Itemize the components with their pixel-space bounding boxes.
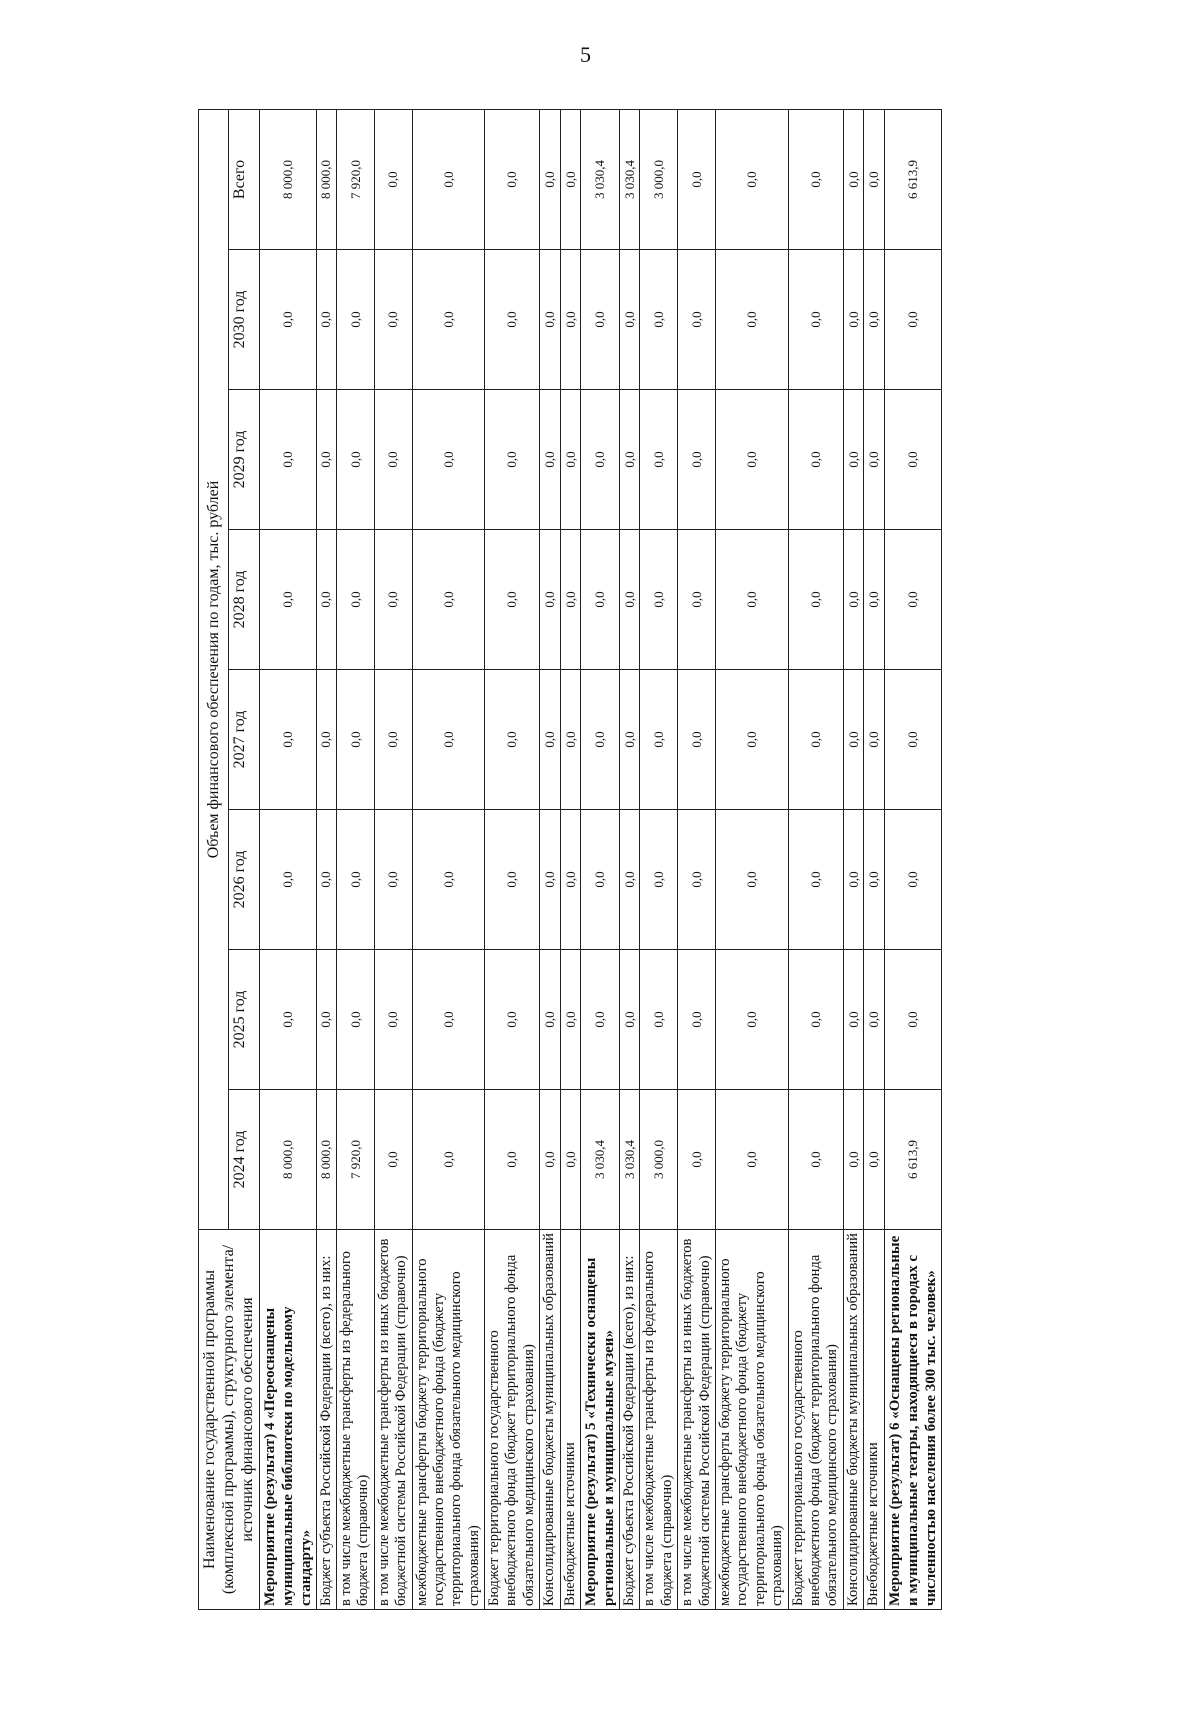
source-name-cell: Бюджет территориального государственного внебюджетного фонда (бюджет территориального фонда обязательного медицинского страхования) [788, 1230, 843, 1610]
value-cell: 0,0 [678, 250, 716, 390]
value-cell: 0,0 [485, 390, 540, 530]
value-cell: 0,0 [540, 530, 560, 670]
value-cell: 0,0 [560, 810, 580, 950]
total-cell: 0,0 [864, 109, 884, 249]
value-cell: 0,0 [843, 530, 863, 670]
table-row [374, 109, 412, 1609]
total-cell: 0,0 [788, 109, 843, 249]
value-cell: 0,0 [864, 530, 884, 670]
value-cell: 0,0 [540, 810, 560, 950]
year-header: 2026 год [229, 810, 259, 950]
value-cell: 0,0 [374, 250, 412, 390]
value-cell: 0,0 [581, 810, 620, 950]
value-cell: 0,0 [412, 390, 485, 530]
total-cell: 0,0 [678, 109, 716, 249]
source-name-cell: Внебюджетные источники [864, 1230, 884, 1610]
value-cell: 0,0 [715, 810, 788, 950]
source-name-cell: межбюджетные трансферты бюджету территориального государственного внебюджетного фонда (бюджету территориального фонда обязательного медицинского страхования) [715, 1230, 788, 1610]
value-cell: 0,0 [560, 1090, 580, 1230]
value-cell: 0,0 [884, 670, 941, 810]
value-cell: 0,0 [788, 250, 843, 390]
value-cell: 0,0 [259, 390, 316, 530]
page-number: 5 [580, 42, 591, 67]
value-cell: 0,0 [560, 390, 580, 530]
value-cell: 0,0 [336, 950, 374, 1090]
total-cell: 3 000,0 [640, 109, 678, 249]
table-row [788, 109, 843, 1609]
value-cell: 0,0 [715, 950, 788, 1090]
value-cell: 0,0 [715, 670, 788, 810]
year-header: 2025 год [229, 950, 259, 1090]
value-cell: 0,0 [581, 250, 620, 390]
value-cell: 0,0 [581, 530, 620, 670]
value-cell: 0,0 [788, 390, 843, 530]
total-cell: 0,0 [412, 109, 485, 249]
value-cell: 0,0 [336, 670, 374, 810]
source-name-cell: Консолидированные бюджеты муниципальных образований [540, 1230, 560, 1610]
value-cell: 0,0 [540, 250, 560, 390]
activity-name-cell: Мероприятие (результат) 4 «Переоснащены муниципальные библиотеки по модельному стандарту» [259, 1230, 316, 1610]
value-cell: 0,0 [374, 1090, 412, 1230]
value-cell: 0,0 [620, 250, 640, 390]
value-cell: 7 920,0 [336, 1090, 374, 1230]
value-cell: 0,0 [640, 530, 678, 670]
source-name-cell: в том числе межбюджетные трансферты из иных бюджетов бюджетной системы Российской Федерации (справочно) [374, 1230, 412, 1610]
value-cell: 0,0 [259, 810, 316, 950]
value-cell: 0,0 [540, 1090, 560, 1230]
value-cell: 0,0 [485, 530, 540, 670]
value-cell: 0,0 [678, 950, 716, 1090]
value-cell: 0,0 [843, 670, 863, 810]
value-cell: 0,0 [715, 530, 788, 670]
value-cell: 0,0 [336, 810, 374, 950]
value-cell: 0,0 [259, 250, 316, 390]
value-cell: 0,0 [620, 670, 640, 810]
source-name-cell: Бюджет субъекта Российской Федерации (всего), из них: [316, 1230, 336, 1610]
year-header: 2028 год [229, 530, 259, 670]
value-cell: 3 030,4 [581, 1090, 620, 1230]
value-cell: 0,0 [581, 950, 620, 1090]
year-header: 2029 год [229, 390, 259, 530]
source-name-cell: Консолидированные бюджеты муниципальных образований [843, 1230, 863, 1610]
rotated-table-container [198, 110, 1078, 1610]
value-cell: 0,0 [336, 390, 374, 530]
value-cell: 0,0 [678, 390, 716, 530]
value-cell: 0,0 [540, 950, 560, 1090]
value-cell: 0,0 [788, 670, 843, 810]
value-cell: 0,0 [884, 390, 941, 530]
value-cell: 0,0 [316, 950, 336, 1090]
table-row [843, 109, 863, 1609]
value-cell: 0,0 [788, 950, 843, 1090]
value-cell: 0,0 [864, 950, 884, 1090]
value-cell: 0,0 [485, 1090, 540, 1230]
activity-name-cell: Мероприятие (результат) 6 «Оснащены региональные и муниципальные театры, находящиеся в городах с численностью населения более 300 тыс. человек» [884, 1230, 941, 1610]
value-cell: 6 613,9 [884, 1090, 941, 1230]
value-cell: 0,0 [640, 950, 678, 1090]
year-header: 2030 год [229, 250, 259, 390]
value-cell: 0,0 [412, 950, 485, 1090]
value-cell: 0,0 [412, 1090, 485, 1230]
total-cell: 0,0 [843, 109, 863, 249]
total-cell: 0,0 [715, 109, 788, 249]
value-cell: 0,0 [374, 530, 412, 670]
table-row [316, 109, 336, 1609]
value-cell: 0,0 [485, 950, 540, 1090]
value-cell: 0,0 [864, 1090, 884, 1230]
value-cell: 0,0 [316, 250, 336, 390]
value-cell: 0,0 [316, 530, 336, 670]
source-name-cell: в том числе межбюджетные трансферты из иных бюджетов бюджетной системы Российской Федерации (справочно) [678, 1230, 716, 1610]
table-row [259, 109, 316, 1609]
financing-table [198, 109, 942, 1610]
value-cell: 0,0 [540, 390, 560, 530]
source-name-cell: Бюджет субъекта Российской Федерации (всего), из них: [620, 1230, 640, 1610]
value-cell: 0,0 [540, 670, 560, 810]
total-cell: 8 000,0 [316, 109, 336, 249]
value-cell: 0,0 [374, 810, 412, 950]
value-cell: 0,0 [640, 670, 678, 810]
table-row [540, 109, 560, 1609]
value-cell: 0,0 [560, 250, 580, 390]
source-name-cell: Внебюджетные источники [560, 1230, 580, 1610]
value-cell: 0,0 [316, 390, 336, 530]
activity-name-cell: Мероприятие (результат) 5 «Технически оснащены региональные и муниципальные музеи» [581, 1230, 620, 1610]
value-cell: 3 000,0 [640, 1090, 678, 1230]
value-cell: 0,0 [374, 950, 412, 1090]
value-cell: 0,0 [715, 250, 788, 390]
value-cell: 0,0 [715, 390, 788, 530]
source-name-cell: в том числе межбюджетные трансферты из федерального бюджета (справочно) [336, 1230, 374, 1610]
value-cell: 0,0 [843, 810, 863, 950]
total-cell: 0,0 [374, 109, 412, 249]
table-row [640, 109, 678, 1609]
total-cell: 7 920,0 [336, 109, 374, 249]
value-cell: 0,0 [412, 530, 485, 670]
value-cell: 0,0 [678, 810, 716, 950]
value-cell: 0,0 [412, 810, 485, 950]
value-cell: 0,0 [678, 1090, 716, 1230]
name-column-header: Наименование государственной программы (комплексной программы), структурного элемента/источник финансового обеспечения [199, 1230, 260, 1610]
value-cell: 0,0 [678, 530, 716, 670]
value-cell: 3 030,4 [620, 1090, 640, 1230]
value-cell: 0,0 [843, 250, 863, 390]
value-cell: 0,0 [581, 670, 620, 810]
total-cell: 3 030,4 [581, 109, 620, 249]
value-cell: 0,0 [884, 950, 941, 1090]
table-row [560, 109, 580, 1609]
value-cell: 0,0 [620, 950, 640, 1090]
value-cell: 0,0 [788, 810, 843, 950]
table-body [259, 109, 941, 1609]
value-cell: 0,0 [640, 810, 678, 950]
value-cell: 0,0 [581, 390, 620, 530]
total-header: Всего [229, 109, 259, 249]
value-cell: 0,0 [620, 390, 640, 530]
table-row [715, 109, 788, 1609]
year-header: 2024 год [229, 1090, 259, 1230]
value-cell: 0,0 [788, 1090, 843, 1230]
value-cell: 0,0 [620, 530, 640, 670]
value-cell: 0,0 [316, 670, 336, 810]
value-cell: 0,0 [374, 670, 412, 810]
value-cell: 0,0 [864, 390, 884, 530]
value-cell: 0,0 [485, 810, 540, 950]
table-row [678, 109, 716, 1609]
value-cell: 0,0 [412, 250, 485, 390]
table-row [620, 109, 640, 1609]
value-cell: 0,0 [864, 250, 884, 390]
value-cell: 0,0 [560, 670, 580, 810]
value-cell: 0,0 [485, 670, 540, 810]
total-cell: 0,0 [485, 109, 540, 249]
source-name-cell: Бюджет территориального государственного внебюджетного фонда (бюджет территориального фонда обязательного медицинского страхования) [485, 1230, 540, 1610]
value-cell: 0,0 [843, 390, 863, 530]
total-cell: 3 030,4 [620, 109, 640, 249]
total-cell: 0,0 [560, 109, 580, 249]
value-cell: 0,0 [259, 950, 316, 1090]
value-cell: 0,0 [259, 670, 316, 810]
total-cell: 0,0 [540, 109, 560, 249]
value-cell: 8 000,0 [259, 1090, 316, 1230]
volume-header: Объем финансового обеспечения по годам, тыс. рублей [199, 109, 229, 1229]
total-cell: 8 000,0 [259, 109, 316, 249]
value-cell: 0,0 [560, 530, 580, 670]
table-row [884, 109, 941, 1609]
value-cell: 0,0 [864, 670, 884, 810]
value-cell: 0,0 [259, 530, 316, 670]
table-row [412, 109, 485, 1609]
table-row [485, 109, 540, 1609]
value-cell: 0,0 [788, 530, 843, 670]
value-cell: 0,0 [843, 1090, 863, 1230]
value-cell: 8 000,0 [316, 1090, 336, 1230]
value-cell: 0,0 [715, 1090, 788, 1230]
value-cell: 0,0 [374, 390, 412, 530]
total-cell: 6 613,9 [884, 109, 941, 249]
value-cell: 0,0 [620, 810, 640, 950]
table-row [581, 109, 620, 1609]
table-row [336, 109, 374, 1609]
value-cell: 0,0 [640, 250, 678, 390]
value-cell: 0,0 [843, 950, 863, 1090]
year-header: 2027 год [229, 670, 259, 810]
value-cell: 0,0 [336, 250, 374, 390]
value-cell: 0,0 [884, 530, 941, 670]
value-cell: 0,0 [485, 250, 540, 390]
value-cell: 0,0 [884, 250, 941, 390]
source-name-cell: в том числе межбюджетные трансферты из федерального бюджета (справочно) [640, 1230, 678, 1610]
value-cell: 0,0 [560, 950, 580, 1090]
table-row [864, 109, 884, 1609]
source-name-cell: межбюджетные трансферты бюджету территориального государственного внебюджетного фонда (бюджету территориального фонда обязательного медицинского страхования) [412, 1230, 485, 1610]
value-cell: 0,0 [412, 670, 485, 810]
value-cell: 0,0 [640, 390, 678, 530]
value-cell: 0,0 [316, 810, 336, 950]
value-cell: 0,0 [884, 810, 941, 950]
value-cell: 0,0 [678, 670, 716, 810]
value-cell: 0,0 [864, 810, 884, 950]
value-cell: 0,0 [336, 530, 374, 670]
